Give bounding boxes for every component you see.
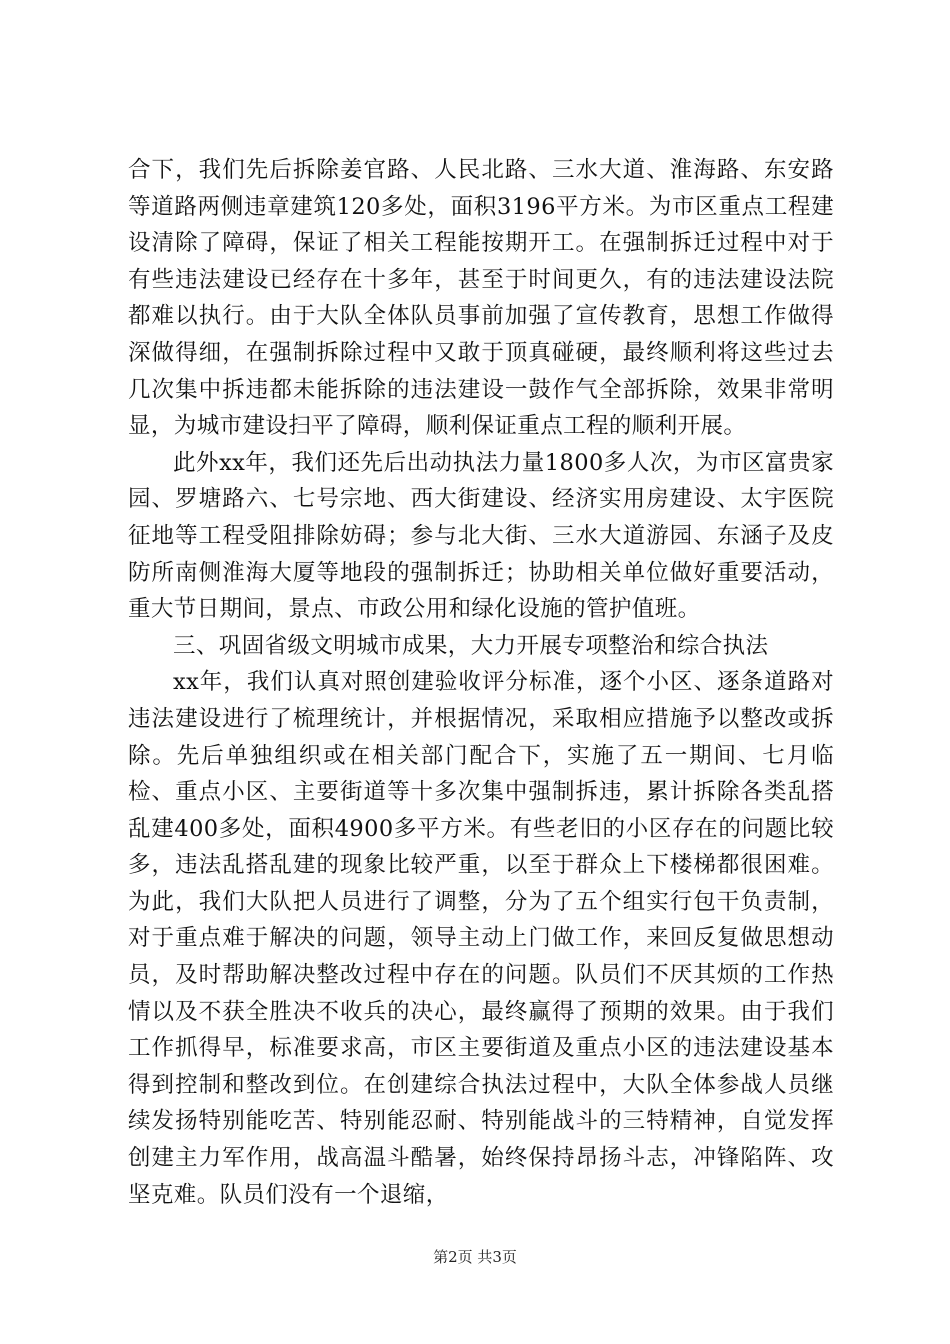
- document-body: [128, 152, 834, 1213]
- section-heading-three: 三、巩固省级文明城市成果，大力开展专项整治和综合执法: [173, 632, 769, 659]
- paragraph-continued: 合下，我们先后拆除姜官路、人民北路、三水大道、淮海路、东安路等道路两侧违章建筑120多处，面积3196平方米。为市区重点工程建设清除了障碍，保证了相关工程能按期开工。在强制拆迁过程中对于有些违法建设已经存在十多年，甚至于时间更久，有的违法建设法院都难以执行。由于大队全体队员事前加强了宣传教育，思想工作做得深做得细，在强制拆除过程中又敢于顶真碰硬，最终顺利将这些过去几次集中拆违都未能拆除的违法建设一鼓作气全部拆除，效果非常明显，为城市建设扫平了障碍，顺利保证重点工程的顺利开展。: [128, 157, 834, 440]
- paragraph-additional-work: 此外xx年，我们还先后出动执法力量1800多人次，为市区富贵家园、罗塘路六、七号宗地、西大街建设、经济实用房建设、太宇医院征地等工程受阻排除妨碍；参与北大街、三水大道游园、东涵子及皮防所南侧淮海大厦等地段的强制拆迁；协助相关单位做好重要活动，重大节日期间，景点、市政公用和绿化设施的管护值班。: [128, 449, 834, 623]
- page-number-footer: 第2页 共3页: [433, 1248, 517, 1266]
- paragraph-rectification: xx年，我们认真对照创建验收评分标准，逐个小区、逐条道路对违法建设进行了梳理统计，并根据情况，采取相应措施予以整改或拆除。先后单独组织或在相关部门配合下，实施了五一期间、七月临检、重点小区、主要街道等十多次集中强制拆违，累计拆除各类乱搭乱建400多处，面积4900多平方米。有些老旧的小区存在的问题比较多，违法乱搭乱建的现象比较严重，以至于群众上下楼梯都很困难。为此，我们大队把人员进行了调整，分为了五个组实行包干负责制，对于重点难于解决的问题，领导主动上门做工作，来回反复做思想动员，及时帮助解决整改过程中存在的问题。队员们不厌其烦的工作热情以及不获全胜决不收兵的决心，最终赢得了预期的效果。由于我们工作抓得早，标准要求高，市区主要街道及重点小区的违法建设基本得到控制和整改到位。在创建综合执法过程中，大队全体参战人员继续发扬特别能吃苦、特别能忍耐、特别能战斗的三特精神，自觉发挥创建主力军作用，战高温斗酷暑，始终保持昂扬斗志，冲锋陷阵、攻坚克难。队员们没有一个退缩，: [128, 669, 834, 1208]
